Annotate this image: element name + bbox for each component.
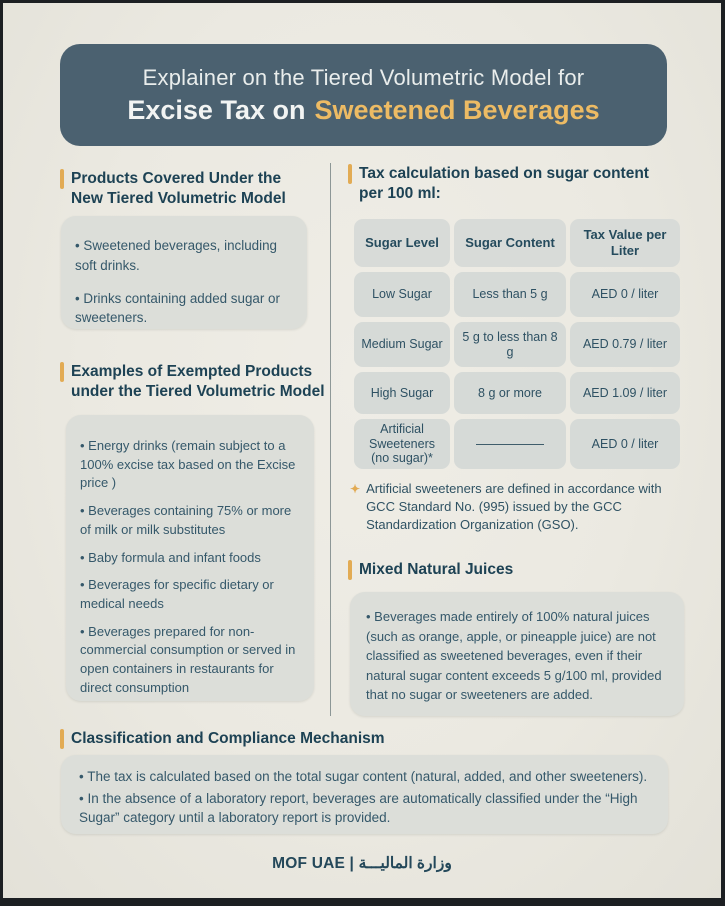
title-line1: Products Covered Under the — [71, 170, 282, 187]
title-line1: Examples of Exempted Products — [71, 363, 313, 380]
section-heading-tax-calculation — [348, 164, 678, 205]
footnote-text: Artificial sweeteners are defined in accordance with GCC Standard No. (995) issued by the GCC Standardization Organization (GSO). — [366, 481, 662, 532]
bullet-item: • Beverages for specific dietary or medical needs — [80, 576, 300, 613]
table-footnote — [350, 480, 684, 534]
sweetened-beverages-label: Sweetened Beverages — [314, 94, 600, 125]
table-cell-content-dash — [454, 419, 566, 469]
column-divider — [330, 163, 331, 716]
tax-table — [354, 219, 680, 469]
table-cell-tax: AED 1.09 / liter — [570, 372, 680, 414]
bullet-item: • Drinks containing added sugar or sweeteners. — [75, 289, 293, 329]
table-cell-tax: AED 0 / liter — [570, 272, 680, 317]
table-cell-content: 8 g or more — [454, 372, 566, 414]
accent-bar-icon — [60, 729, 64, 749]
section-heading-exempted-products — [60, 362, 328, 403]
table-header-tax-value: Tax Value per Liter — [570, 219, 680, 267]
bullet-item: • Baby formula and infant foods — [80, 549, 300, 568]
footnote-star-icon: ✦ — [350, 482, 361, 496]
header-title-line2 — [127, 95, 599, 126]
bullet-item: • The tax is calculated based on the total sugar content (natural, added, and other sweeteners). — [79, 767, 650, 787]
section-title — [71, 362, 325, 403]
title-line2: under the Tiered Volumetric Model — [71, 383, 325, 401]
accent-bar-icon — [60, 362, 64, 382]
excise-tax-label: Excise Tax on — [127, 94, 306, 125]
section-title — [71, 169, 286, 210]
table-cell-level: Low Sugar — [354, 272, 450, 317]
section-title: Classification and Compliance Mechanism — [71, 730, 385, 747]
bullet-item: • Beverages containing 75% or more of milk or milk substitutes — [80, 502, 300, 539]
mof-uae-footer: MOF UAE | وزارة الماليـــة — [272, 855, 452, 872]
table-cell-content: Less than 5 g — [454, 272, 566, 317]
bullet-item: • Beverages prepared for non-commercial consumption or served in open containers in restaurants for direct consumption — [80, 623, 300, 698]
section-heading-products-covered — [60, 169, 320, 210]
title-line1: Tax calculation based on sugar content — [359, 165, 649, 182]
title-line2: New Tiered Volumetric Model — [71, 190, 286, 208]
bullet-item: • In the absence of a laboratory report, beverages are automatically classified under the “High Sugar” category until a laboratory report is provided. — [79, 789, 650, 828]
section-heading-mixed-juices — [348, 560, 678, 580]
section-heading-classification — [60, 729, 480, 749]
products-covered-card — [61, 216, 307, 329]
table-cell-tax: AED 0 / liter — [570, 419, 680, 469]
accent-bar-icon — [60, 169, 64, 189]
header-banner — [60, 44, 667, 146]
bullet-item: • Beverages made entirely of 100% natural juices (such as orange, apple, or pineapple juice) are not classified as sweetened beverages, even if their natural sugar content exceeds 5 g/100 ml, provided that no sugar or sweeteners are added. — [366, 607, 668, 705]
mixed-juices-card — [350, 592, 684, 716]
section-title — [359, 164, 649, 205]
table-header-sugar-level: Sugar Level — [354, 219, 450, 267]
bullet-item: • Sweetened beverages, including soft drinks. — [75, 236, 293, 276]
table-header-sugar-content: Sugar Content — [454, 219, 566, 267]
table-cell-level: Medium Sugar — [354, 322, 450, 367]
title-line2: per 100 ml: — [359, 185, 441, 203]
table-cell-level: High Sugar — [354, 372, 450, 414]
classification-card — [61, 755, 668, 834]
exempted-products-card — [66, 415, 314, 701]
bullet-item: • Energy drinks (remain subject to a 100% excise tax based on the Excise price ) — [80, 437, 300, 493]
table-cell-level: Artificial Sweeteners (no sugar)* — [354, 419, 450, 469]
table-cell-tax: AED 0.79 / liter — [570, 322, 680, 367]
table-cell-content: 5 g to less than 8 g — [454, 322, 566, 367]
section-title: Mixed Natural Juices — [359, 561, 514, 578]
dash-line — [476, 443, 544, 445]
header-title-line1: Explainer on the Tiered Volumetric Model for — [142, 64, 585, 90]
accent-bar-icon — [348, 164, 352, 184]
accent-bar-icon — [348, 560, 352, 580]
